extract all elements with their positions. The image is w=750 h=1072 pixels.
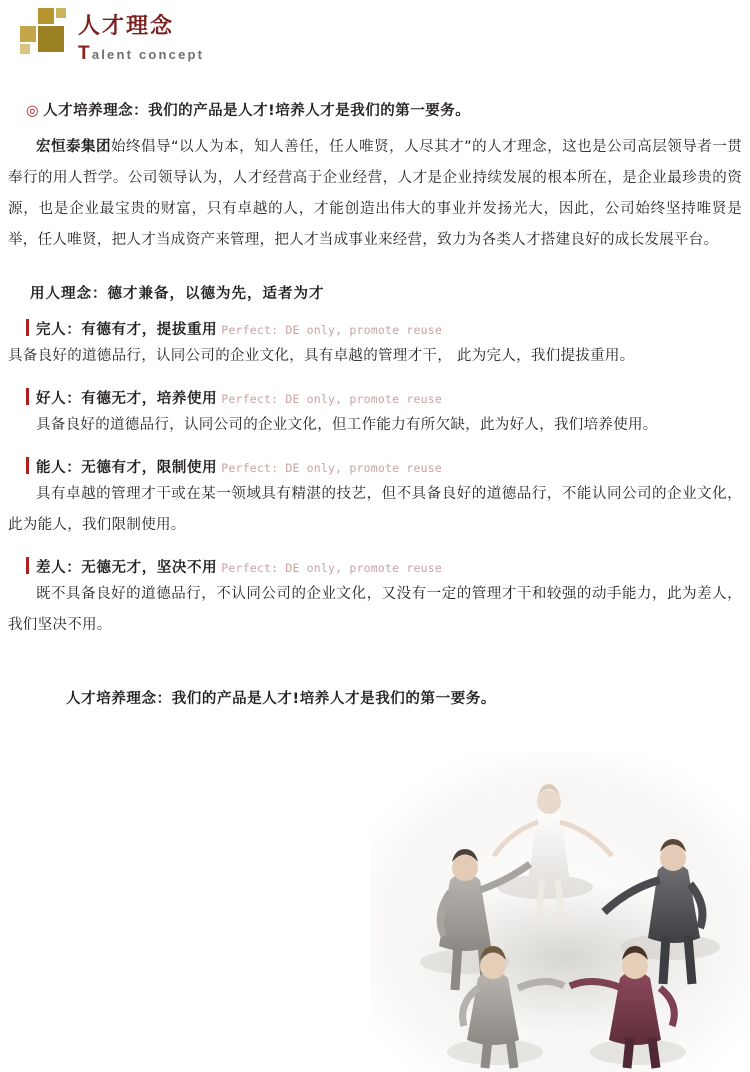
logo-title-en	[78, 43, 204, 65]
gold-squares-logo-icon	[18, 8, 76, 70]
intro-paragraph-text: 始终倡导“以人为本，知人善任，任人唯贤，人尽其才”的人才理念，这也是公司高层领导者一贯奉行的用人哲学。公司领导认为，人才经营高于企业经营，人才是企业持续发展的根本所在，是企业最珍贵的资源，也是企业最宝贵的财富，只有卓越的人，才能创造出伟大的事业并发扬光大，因此，公司始终坚持唯贤是举，任人唯贤，把人才当成资产来管理，把人才当成事业来经营，致力为各类人才搭建良好的成长发展平台。	[8, 139, 743, 248]
closing-heading: 人才培养理念：我们的产品是人才!培养人才是我们的第一要务。	[66, 691, 497, 707]
category-body-capable	[8, 479, 742, 541]
category-title: 好人：有德无才，培养使用	[36, 391, 218, 407]
lead-heading-text: 人才培养理念：我们的产品是人才!培养人才是我们的第一要务。	[43, 103, 471, 119]
business-people-holding-hands-circle-photo	[370, 752, 750, 1072]
category-body-text: 既不具备良好的道德品行，不认同公司的企业文化，又没有一定的管理才干和较强的动手能力，此为差人，我们坚决不用。	[8, 586, 742, 633]
red-bar-icon	[26, 388, 29, 405]
category-title-en: Perfect: DE only, promote reuse	[221, 461, 443, 475]
category-heading-poor	[26, 555, 742, 577]
category-body-text: 具备良好的道德品行，认同公司的企业文化，但工作能力有所欠缺，此为好人，我们培养使用。	[36, 417, 658, 433]
logo-en-capital: T	[78, 43, 92, 64]
red-bar-icon	[26, 457, 29, 474]
category-title-en: Perfect: DE only, promote reuse	[221, 323, 443, 337]
page-header	[0, 0, 750, 92]
category-body-poor	[8, 579, 742, 641]
category-heading-good	[26, 386, 742, 408]
red-bar-icon	[26, 319, 29, 336]
logo-text	[78, 14, 204, 65]
category-body-text: 具备良好的道德品行，认同公司的企业文化，具有卓越的管理才干， 此为完人，我们提拔重用。	[8, 348, 635, 364]
principle-heading: 用人理念：德才兼备，以德为先，适者为才	[30, 286, 325, 302]
intro-paragraph	[8, 132, 742, 256]
category-body-good	[8, 410, 742, 441]
red-bar-icon	[26, 557, 29, 574]
category-title-en: Perfect: DE only, promote reuse	[221, 392, 443, 406]
logo-title-cn: 人才理念	[78, 14, 175, 39]
category-body-text: 具有卓越的管理才干或在某一领域具有精湛的技艺，但不具备良好的道德品行，不能认同公司的企业文化，此为能人，我们限制使用。	[8, 486, 742, 533]
category-title-en: Perfect: DE only, promote reuse	[221, 561, 443, 575]
lead-heading	[26, 100, 742, 122]
document-body	[0, 100, 750, 708]
category-title: 差人：无德无才，坚决不用	[36, 560, 218, 576]
company-name: 宏恒泰集团	[36, 139, 112, 155]
category-heading-capable	[26, 455, 742, 477]
category-heading-perfect	[26, 317, 742, 339]
category-body-perfect	[8, 341, 742, 372]
category-title: 完人：有德有才，提拔重用	[36, 322, 218, 338]
circle-mark-icon: ◎	[26, 103, 40, 119]
category-title: 能人：无德有才，限制使用	[36, 460, 218, 476]
logo-en-rest: alent concept	[91, 47, 205, 62]
